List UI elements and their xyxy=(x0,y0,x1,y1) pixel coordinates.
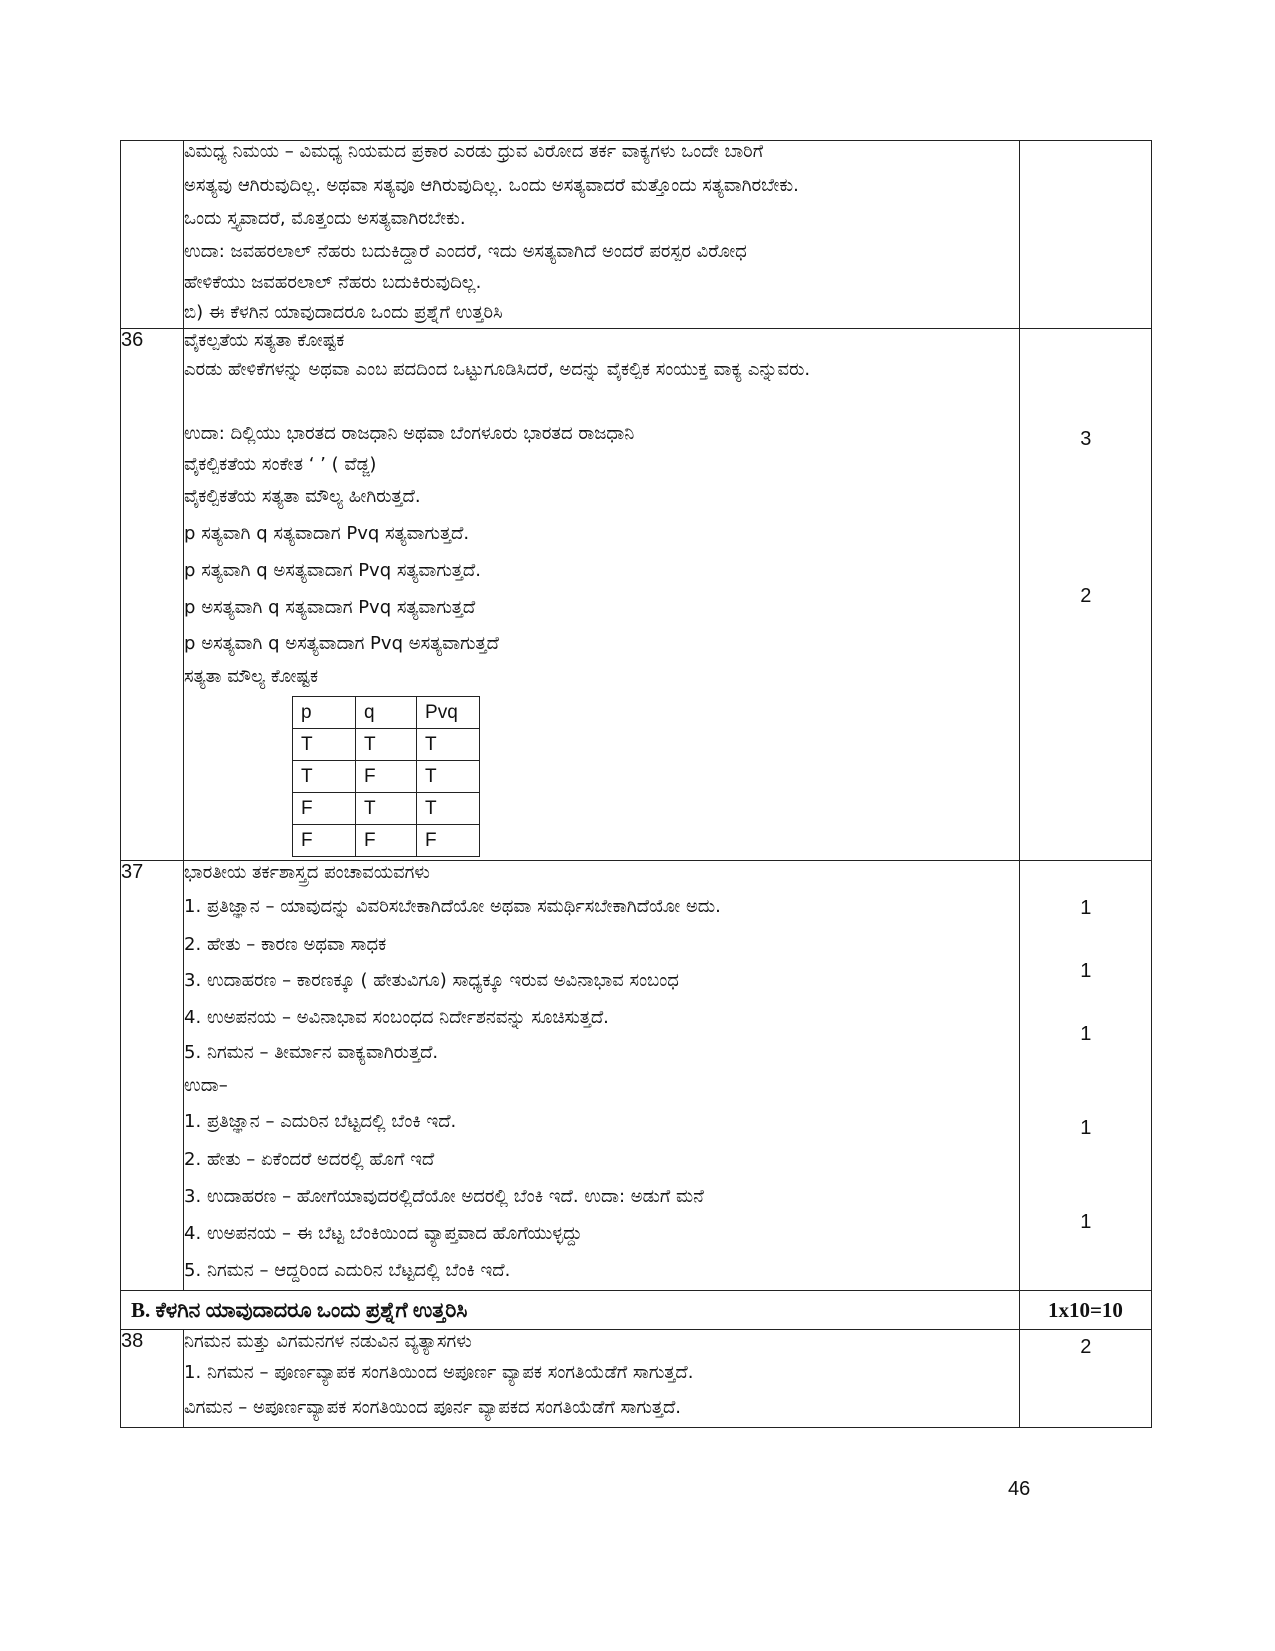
truth-table xyxy=(292,696,480,857)
q37-part-4: 4. ಉಅಪನಯ – ಅವಿನಾಭಾವ ಸಂಬಂಧದ ನಿರ್ದೇಶನವನ್ನು ಸೂಚಿಸುತ್ತದೆ. xyxy=(184,1007,609,1028)
truth-table-cell: T xyxy=(356,729,417,761)
q37-part-1: 1. ಪ್ರತಿಜ್ಞಾನ – ಯಾವುದನ್ನು ವಿವರಿಸಬೇಕಾಗಿದೆಯೋ ಅಥವಾ ಸಮರ್ಥಿಸಬೇಕಾಗಿದೆಯೋ ಅದು. xyxy=(184,896,721,917)
truth-table-cell: T xyxy=(417,761,480,793)
q36-rule-4: p ಅಸತ್ಯವಾಗಿ q ಅಸತ್ಯವಾದಾಗ Pvq ಅಸತ್ಯವಾಗುತ್ತದೆ xyxy=(184,633,499,654)
q35-line-1: ವಿಮಧ್ಯ ನಿಮಯ – ವಿಮಧ್ಯ ನಿಯಮದ ಪ್ರಕಾರ ಎರಡು ಧ್ರುವ ವಿರೋದ ತರ್ಕ ವಾಕ್ಯಗಳು ಒಂದೇ ಬಾರಿಗೆ xyxy=(184,141,764,162)
q36-value-intro: ವೈಕಲ್ಪಿಕತೆಯ ಸತ್ಯತಾ ಮೌಲ್ಯ ಹೀಗಿರುತ್ತದೆ. xyxy=(184,486,421,507)
truth-table-cell: F xyxy=(356,825,417,857)
q37-mark: 1 xyxy=(1080,897,1092,919)
q37-mark: 1 xyxy=(1080,1211,1092,1233)
truth-table-cell: T xyxy=(293,761,356,793)
q37-answer-cell xyxy=(184,861,1020,1291)
truth-table-cell: T xyxy=(417,729,480,761)
section-b-row xyxy=(121,1291,1152,1330)
page-number: 46 xyxy=(1008,1478,1031,1500)
q38-mark: 2 xyxy=(1080,1336,1092,1358)
q36-table-caption: ಸತ್ಯತಾ ಮೌಲ್ಯ ಕೋಷ್ಟಕ xyxy=(184,666,319,687)
q37-example-3: 3. ಉದಾಹರಣ – ಹೋಗೆಯಾವುದರಲ್ಲಿದೆಯೋ ಅದರಲ್ಲಿ ಬೆಂಕಿ ಇದೆ. ಉದಾ: ಅಡುಗೆ ಮನೆ xyxy=(184,1186,704,1207)
truth-table-cell: T xyxy=(356,793,417,825)
q36-rule-3: p ಅಸತ್ಯವಾಗಿ q ಸತ್ಯವಾದಾಗ Pvq ಸತ್ಯವಾಗುತ್ತದೆ xyxy=(184,597,476,618)
truth-table-row xyxy=(293,729,480,761)
truth-table-header-cell: q xyxy=(356,697,417,729)
q36-answer-cell xyxy=(184,329,1020,861)
q37-part-3: 3. ಉದಾಹರಣ – ಕಾರಣಕ್ಕೂ ( ಹೇತುವಿಗೂ) ಸಾಧ್ಯಕ್ಕೂ ಇರುವ ಅವಿನಾಭಾವ ಸಂಬಂಧ xyxy=(184,970,679,991)
section-b-label: B. ಕೆಳಗಿನ ಯಾವುದಾದರೂ ಒಂದು ಪ್ರಶ್ನೆಗೆ ಉತ್ತರಿಸಿ xyxy=(121,1291,1020,1330)
q35-line-4: ಉದಾ: ಜವಹರಲಾಲ್ ನೆಹರು ಬದುಕಿದ್ದಾರೆ ಎಂದರೆ, ಇದು ಅಸತ್ಯವಾಗಿದೆ ಅಂದರೆ ಪರಸ್ಪರ ವಿರೋಧ xyxy=(184,241,747,262)
q38-line-2: ವಿಗಮನ – ಅಪೂರ್ಣವ್ಯಾಪಕ ಸಂಗತಿಯಿಂದ ಪೂರ್ನ ವ್ಯಾಪಕದ ಸಂಗತಿಯೆಡೆಗೆ ಸಾಗುತ್ತದೆ. xyxy=(184,1397,682,1418)
q38-row xyxy=(121,1330,1152,1428)
answer-key-table xyxy=(120,140,1152,1428)
q38-number: 38 xyxy=(121,1330,184,1428)
q38-title: ನಿಗಮನ ಮತ್ತು ವಿಗಮನಗಳ ನಡುವಿನ ವ್ಯತ್ಯಾಸಗಳು xyxy=(184,1331,472,1352)
q37-title: ಭಾರತೀಯ ತರ್ಕಶಾಸ್ತ್ರದ ಪಂಚಾವಯವಗಳು xyxy=(184,862,430,883)
truth-table-cell: T xyxy=(417,793,480,825)
q38-marks-cell xyxy=(1019,1330,1151,1428)
q37-part-2: 2. ಹೇತು – ಕಾರಣ ಅಥವಾ ಸಾಧಕ xyxy=(184,934,387,955)
q37-marks-cell xyxy=(1019,861,1151,1291)
truth-table-cell: F xyxy=(293,825,356,857)
q36-row xyxy=(121,329,1152,861)
q36-number: 36 xyxy=(121,329,184,861)
q38-answer-cell xyxy=(184,1330,1020,1428)
q35-line-2: ಅಸತ್ಯವು ಆಗಿರುವುದಿಲ್ಲ. ಅಥವಾ ಸತ್ಯವೂ ಆಗಿರುವುದಿಲ್ಲ. ಒಂದು ಅಸತ್ಯವಾದರೆ ಮತ್ತೊಂದು ಸತ್ಯವಾಗಿರಬೇಕು. xyxy=(184,175,799,196)
q37-part-5: 5. ನಿಗಮನ – ತೀರ್ಮಾನ ವಾಕ್ಯವಾಗಿರುತ್ತದೆ. xyxy=(184,1042,439,1063)
q36-example: ಉದಾ: ದಿಲ್ಲಿಯು ಭಾರತದ ರಾಜಧಾನಿ ಅಥವಾ ಬೆಂಗಳೂರು ಭಾರತದ ರಾಜಧಾನಿ xyxy=(184,423,635,444)
q35-line-5: ಹೇಳಿಕೆಯು ಜವಹರಲಾಲ್ ನೆಹರು ಬದುಕಿರುವುದಿಲ್ಲ. xyxy=(184,272,482,293)
q36-paragraph: ಎರಡು ಹೇಳಿಕೆಗಳನ್ನು ಅಥವಾ ಎಂಬ ಪದದಿಂದ ಒಟ್ಟುಗೂಡಿಸಿದರೆ, ಅದನ್ನು ವೈಕಲ್ಪಿಕ ಸಂಯುಕ್ತ ವಾಕ್ಯ ಎನ್ನುವರು. xyxy=(184,359,811,380)
q36-title: ವೈಕಲ್ಪತೆಯ ಸತ್ಯತಾ ಕೋಷ್ಟಕ xyxy=(184,330,345,351)
q36-rule-1: p ಸತ್ಯವಾಗಿ q ಸತ್ಯವಾದಾಗ Pvq ಸತ್ಯವಾಗುತ್ತದೆ. xyxy=(184,523,470,544)
q36-mark: 2 xyxy=(1080,585,1092,607)
q35-number-cell xyxy=(121,141,184,329)
q35-line-3: ಒಂದು ಸ್ತ್ಯವಾದರೆ, ಮೊತ್ತಂದು ಅಸತ್ಯವಾಗಿರಬೇಕು. xyxy=(184,208,466,229)
truth-table-row xyxy=(293,825,480,857)
q36-marks-cell xyxy=(1019,329,1151,861)
truth-table-cell: F xyxy=(417,825,480,857)
truth-table-cell: F xyxy=(293,793,356,825)
q37-example-5: 5. ನಿಗಮನ – ಆದ್ದರಿಂದ ಎದುರಿನ ಬೆಟ್ಟದಲ್ಲಿ ಬೆಂಕಿ ಇದೆ. xyxy=(184,1260,511,1281)
q37-mark: 1 xyxy=(1080,1023,1092,1045)
q36-rule-2: p ಸತ್ಯವಾಗಿ q ಅಸತ್ಯವಾದಾಗ Pvq ಸತ್ಯವಾಗುತ್ತದೆ. xyxy=(184,560,481,581)
q37-example-label: ಉದಾ– xyxy=(184,1075,228,1096)
q35-marks-cell xyxy=(1019,141,1151,329)
truth-table-row xyxy=(293,793,480,825)
truth-table-row xyxy=(293,761,480,793)
truth-table-cell: T xyxy=(293,729,356,761)
q35-answer-cell xyxy=(184,141,1020,329)
q37-example-4: 4. ಉಅಪನಯ – ಈ ಬೆಟ್ಟ ಬೆಂಕಿಯಿಂದ ವ್ಯಾಪ್ತವಾದ ಹೊಗೆಯುಳ್ಳದ್ದು xyxy=(184,1223,583,1244)
q36-mark: 3 xyxy=(1080,428,1092,450)
q35-line-6: ಬಿ) ಈ ಕೆಳಗಿನ ಯಾವುದಾದರೂ ಒಂದು ಪ್ರಶ್ನೆಗೆ ಉತ್ತರಿಸಿ xyxy=(184,302,503,323)
q37-mark: 1 xyxy=(1080,1117,1092,1139)
q37-row xyxy=(121,861,1152,1291)
q38-line-1: 1. ನಿಗಮನ – ಪೂರ್ಣವ್ಯಾಪಕ ಸಂಗತಿಯಿಂದ ಅಪೂರ್ಣ ವ್ಯಾಪಕ ಸಂಗತಿಯೆಡೆಗೆ ಸಾಗುತ್ತದೆ. xyxy=(184,1362,694,1383)
q35-row xyxy=(121,141,1152,329)
section-b-marks: 1x10=10 xyxy=(1019,1291,1151,1330)
q37-mark: 1 xyxy=(1080,960,1092,982)
truth-table-header-cell: p xyxy=(293,697,356,729)
q36-symbol: ವೈಕಲ್ಪಿಕತೆಯ ಸಂಕೇತ ‘ ’ ( ವೆಡ್ಜ) xyxy=(184,454,377,475)
q37-example-1: 1. ಪ್ರತಿಜ್ಞಾನ – ಎದುರಿನ ಬೆಟ್ಟದಲ್ಲಿ ಬೆಂಕಿ ಇದೆ. xyxy=(184,1111,457,1132)
truth-table-header-cell: Pvq xyxy=(417,697,480,729)
q37-number: 37 xyxy=(121,861,184,1291)
truth-table-header xyxy=(293,697,480,729)
truth-table-cell: F xyxy=(356,761,417,793)
q37-example-2: 2. ಹೇತು – ಏಕೆಂದರೆ ಅದರಲ್ಲಿ ಹೊಗೆ ಇದೆ xyxy=(184,1149,435,1170)
